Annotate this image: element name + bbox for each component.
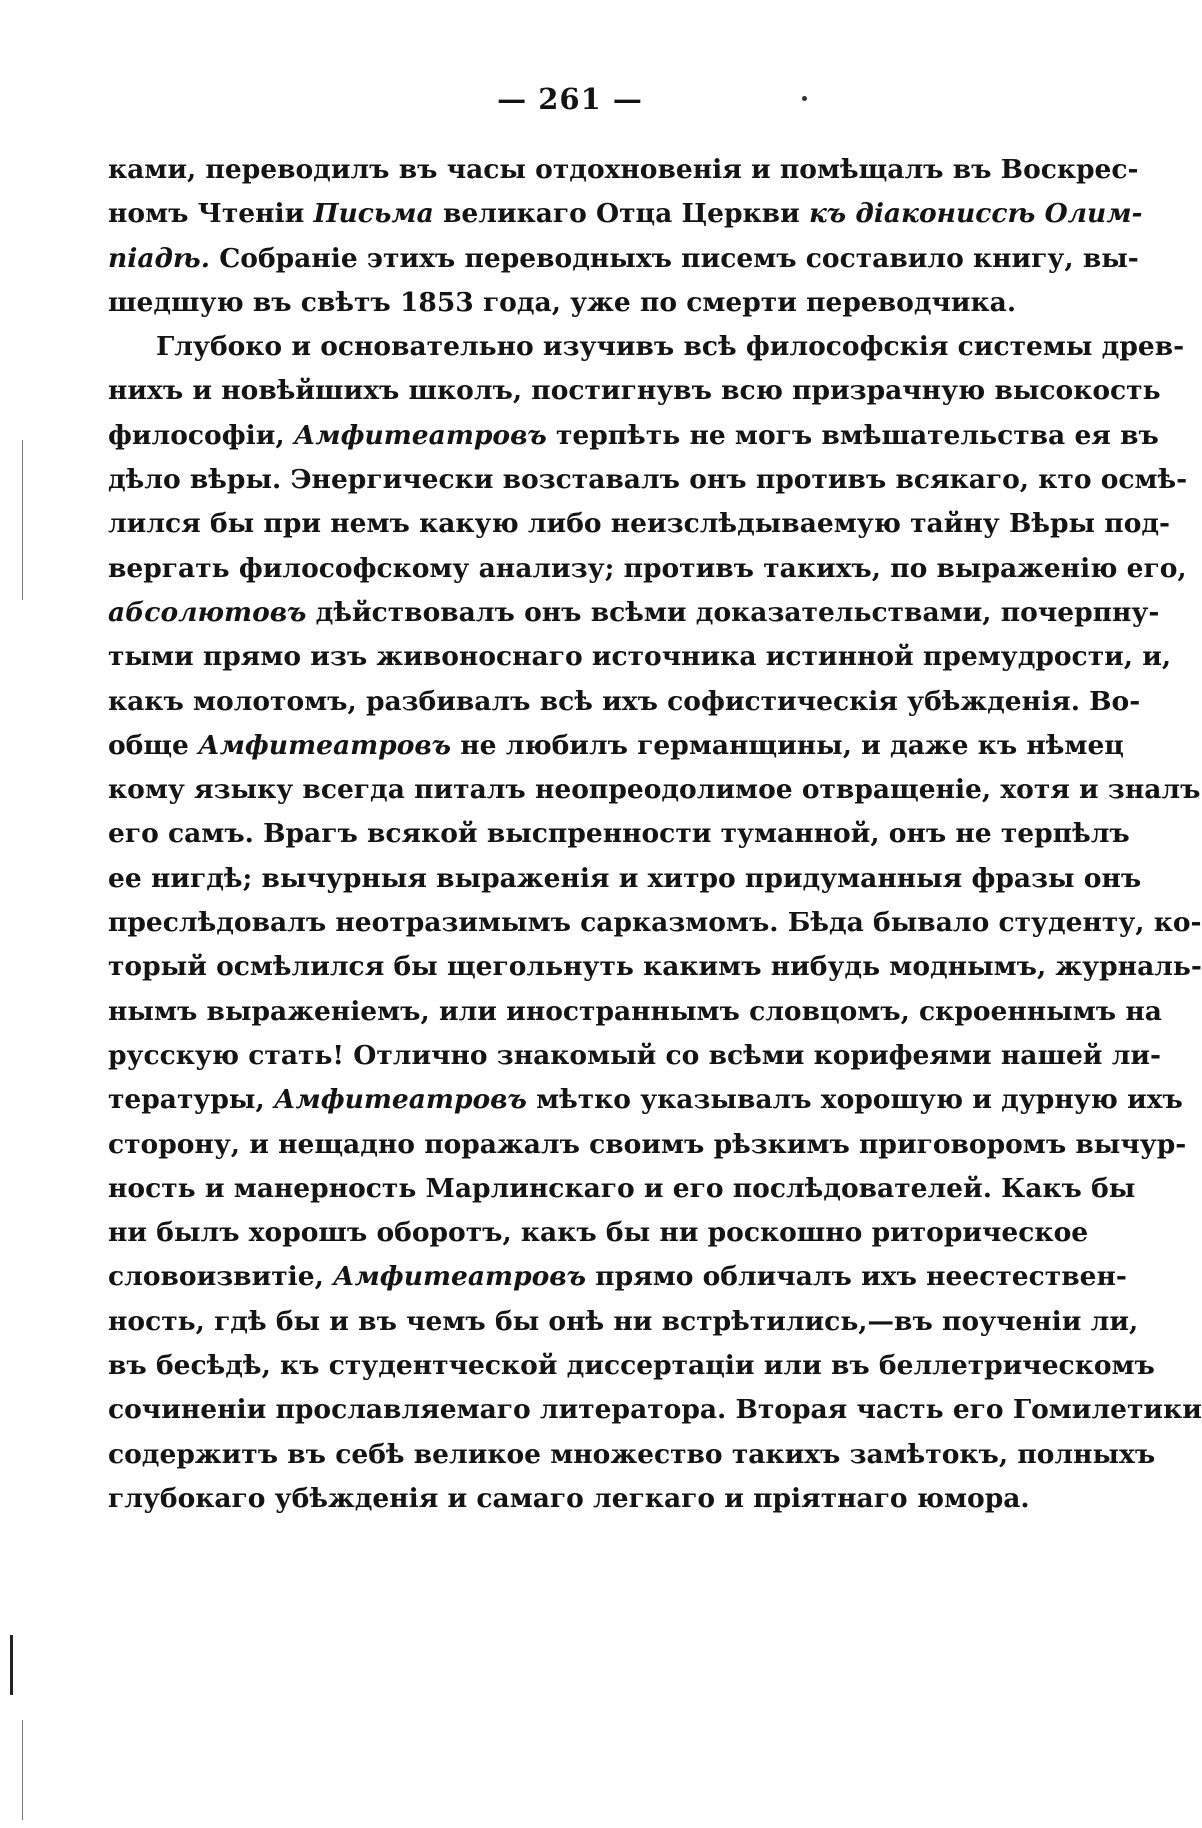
text-segment: шедшую въ свѣтъ 1853 года, уже по смерти переводчика. [108,286,1017,318]
text-segment: вергать философскому анализу; противъ такихъ, по выраженію его, [108,552,1187,584]
text-line [108,680,1141,724]
italic-text-segment: Амфитеатровъ [273,1084,527,1116]
text-line [108,1211,1089,1255]
text-line [108,458,1188,502]
margin-mark [10,1635,13,1695]
text-segment: тературы, [108,1084,274,1116]
text-line [108,1344,1155,1388]
italic-text-segment: абсолютовъ [108,596,307,628]
text-line [108,148,1139,192]
body-text [108,148,1202,1521]
italic-text-segment: къ діакониссѣ Олим- [808,198,1143,230]
text-line [108,237,1139,281]
page-edge-mark [22,440,23,600]
text-segment: его самъ. Врагъ всякой выспренности туманной, онъ не терпѣлъ [108,818,1130,850]
text-segment: обще [108,729,199,761]
text-line [108,502,1171,546]
text-line [108,414,1159,458]
text-line [108,1123,1187,1167]
text-segment: терпѣть не могъ вмѣшательства ея въ [546,419,1159,451]
text-line [108,857,1142,901]
page-edge-mark [22,1720,23,1820]
italic-text-segment: Амфитеатровъ [293,419,547,451]
text-segment: великаго Отца Церкви [433,198,809,230]
text-line [108,281,1017,325]
text-segment: не любилъ германщины, и даже къ нѣмец [451,729,1124,761]
text-segment: ность, гдѣ бы и въ чемъ бы онѣ ни встрѣтились,—въ поученіи ли, [108,1305,1139,1337]
text-segment: дѣло вѣры. Энергически возставалъ онъ противъ всякаго, кто осмѣ- [108,464,1188,496]
text-line [108,1167,1136,1211]
text-segment: содержитъ въ себѣ великое множество такихъ замѣтокъ, полныхъ [108,1438,1156,1470]
text-segment: ками, переводилъ въ часы отдохновенія и помѣщалъ въ Воскрес- [108,154,1139,185]
text-line [108,1078,1183,1122]
text-segment: нымъ выраженіемъ, или иностраннымъ словцомъ, скроеннымъ на [108,995,1162,1027]
text-segment: русскую стать! Отлично знакомый со всѣми корифеями нашей ли- [108,1039,1162,1071]
page-number: — 261 — [497,82,643,116]
text-segment: Собраніе этихъ переводныхъ писемъ составило книгу, вы- [209,242,1139,274]
stray-dot-mark [802,96,807,101]
text-line [108,768,1201,812]
text-segment: ность и манерность Марлинскаго и его послѣдователей. Какъ бы [108,1172,1136,1204]
text-segment: торый осмѣлился бы щегольнуть какимъ нибудь моднымъ, журналь- [108,951,1202,983]
text-line [108,1300,1139,1344]
text-line [108,901,1202,945]
italic-text-segment: Амфитеатровъ [198,729,452,761]
text-line [108,192,1143,236]
text-line [108,945,1202,989]
text-segment: преслѣдовалъ неотразимымъ сарказмомъ. Бѣда бывало студенту, ко- [108,907,1202,939]
text-line [108,990,1162,1034]
text-segment: философіи, [108,419,294,451]
text-segment: прямо обличалъ ихъ неестествен- [585,1261,1127,1293]
text-line [108,1477,1030,1521]
text-line [108,812,1130,856]
text-segment: тыми прямо изъ живоноснаго источника истинной премудрости, и, [108,641,1172,673]
text-line [108,1433,1156,1477]
text-line [108,1388,1202,1432]
text-line [108,369,1161,413]
text-segment: сочиненіи прославляемаго литератора. Вторая часть его Гомилетики [108,1394,1202,1426]
text-segment: номъ Чтеніи [108,198,314,230]
text-segment: Глубоко и основательно изучивъ всѣ философскія системы древ- [156,331,1185,363]
text-segment: глубокаго убѣжденія и самаго легкаго и пріятнаго юмора. [108,1482,1030,1514]
text-segment: кому языку всегда питалъ неопреодолимое отвращеніе, хотя и зналъ [108,774,1201,806]
text-segment: словоизвитіе, [108,1261,334,1293]
text-segment: ни былъ хорошъ оборотъ, какъ бы ни роскошно риторическое [108,1217,1089,1249]
text-segment: ее нигдѣ; вычурныя выраженія и хитро придуманныя фразы онъ [108,862,1142,894]
text-segment: лился бы при немъ какую либо неизслѣдываемую тайну Вѣры под- [108,508,1171,540]
text-line [108,1255,1127,1299]
italic-text-segment: Амфитеатровъ [333,1261,586,1293]
text-segment: сторону, и нещадно поражалъ своимъ рѣзкимъ приговоромъ вычур- [108,1128,1187,1160]
text-line [108,591,1160,635]
italic-text-segment: Письма [313,198,434,230]
text-line [108,1034,1162,1078]
text-line [108,325,1185,369]
text-line [108,635,1172,679]
text-line [108,547,1187,591]
text-segment: въ бесѣдѣ, къ студентческой диссертаціи или въ беллетрическомъ [108,1350,1155,1382]
text-segment: нихъ и новѣйшихъ школъ, постигнувъ всю призрачную высокость [108,375,1161,407]
text-segment: какъ молотомъ, разбивалъ всѣ ихъ софистическія убѣжденія. Во- [108,685,1141,717]
text-segment: дѣйствовалъ онъ всѣми доказательствами, почерпну- [306,596,1160,628]
text-segment: мѣтко указывалъ хорошую и дурную ихъ [526,1084,1183,1116]
text-line [108,724,1124,768]
italic-text-segment: піадѣ. [108,242,210,274]
